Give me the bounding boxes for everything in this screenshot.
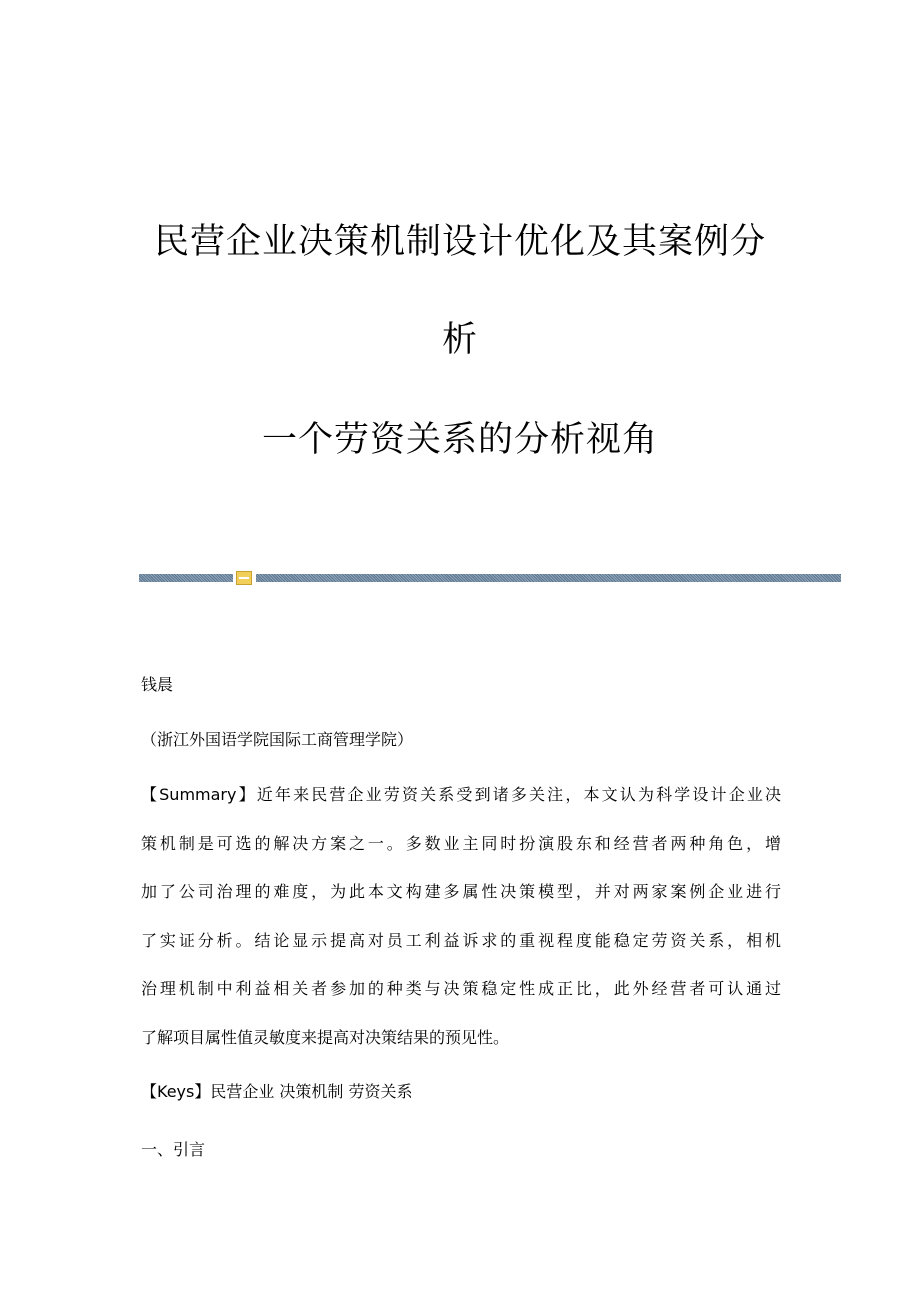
summary-line: 【Summary】近年来民营企业劳资关系受到诸多关注，本文认为科学设计企业决 [141,785,781,804]
document-title-line-2: 析 [441,320,478,360]
decorative-divider [139,574,841,582]
summary-line: 加了公司治理的难度，为此本文构建多属性决策模型，并对两家案例企业进行 [141,882,781,902]
author-name: 钱晨 [141,675,174,694]
summary-line: 了实证分析。结论显示提高对员工利益诉求的重视程度能稳定劳资关系，相机 [141,930,781,950]
keywords: 【Keys】民营企业 决策机制 劳资关系 [141,1082,413,1101]
document-title-line-1: 民营企业决策机制设计优化及其案例分 [153,222,766,262]
divider-bar-right [256,574,841,582]
summary-line: 治理机制中利益相关者参加的种类与决策稳定性成正比，此外经营者可认通过 [141,979,781,999]
summary-paragraph [141,785,781,1077]
summary-line: 策机制是可选的解决方案之一。多数业主同时扮演股东和经营者两种角色，增 [141,833,781,853]
section-heading-introduction: 一、引言 [141,1140,206,1159]
divider-ornament-icon [236,571,252,585]
document-subtitle: 一个劳资关系的分析视角 [261,420,658,460]
divider-bar-left [139,574,233,582]
summary-line: 了解项目属性值灵敏度来提高对决策结果的预见性。 [141,1027,510,1047]
author-affiliation: （浙江外国语学院国际工商管理学院） [141,730,414,749]
